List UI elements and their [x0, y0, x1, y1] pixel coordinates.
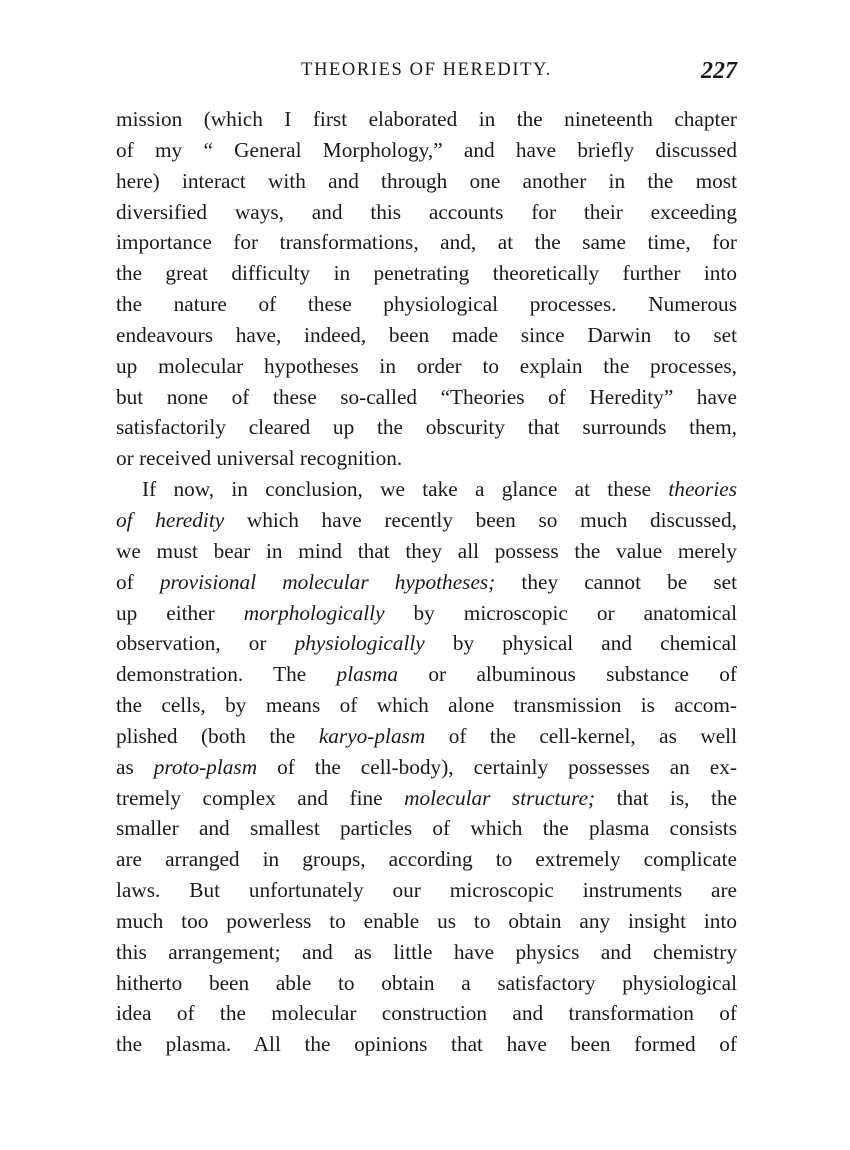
italic-term: physiologically: [294, 631, 425, 656]
text-line: [116, 783, 737, 814]
text-segment: by physical and chemical: [452, 631, 737, 656]
page-number: 227: [701, 58, 737, 84]
italic-term: molecular structure;: [404, 785, 596, 810]
text-line: endeavours have, indeed, been made since Darwin to set: [116, 322, 737, 347]
text-line: or received universal recognition.: [116, 446, 403, 471]
text-segment: plished (both the: [116, 723, 296, 748]
text-line: satisfactorily cleared up the obscurity that surrounds them,: [116, 415, 737, 440]
text-line: [116, 505, 737, 536]
italic-term: of heredity: [116, 507, 225, 532]
text-line: diversified ways, and this accounts for their exceeding: [116, 199, 737, 224]
text-line: [116, 752, 737, 783]
text-segment: demonstration. The: [116, 662, 307, 687]
text-segment: tremely complex and fine: [116, 785, 383, 810]
text-line: the cells, by means of which alone transmission is accom-: [116, 693, 737, 718]
text-line: [116, 628, 737, 659]
text-segment: of the cell-body), certainly possesses an ex-: [277, 754, 737, 779]
text-segment: they cannot be set: [521, 569, 737, 594]
italic-term: plasma: [336, 662, 399, 687]
text-line: much too powerless to enable us to obtain any insight into: [116, 908, 737, 933]
text-line: but none of these so-called “Theories of Heredity” have: [116, 384, 737, 409]
text-line: [116, 659, 737, 690]
text-line: hitherto been able to obtain a satisfactory physiological: [116, 970, 737, 995]
text-line: [116, 598, 737, 629]
text-segment: up either: [116, 600, 215, 625]
italic-term: provisional molecular hypotheses;: [159, 569, 496, 594]
text-line: the great difficulty in penetrating theoretically further into: [116, 261, 737, 286]
text-line: smaller and smallest particles of which the plasma consists: [116, 816, 737, 841]
text-line: laws. But unfortunately our microscopic instruments are: [116, 878, 737, 903]
text-line: [116, 567, 737, 598]
text-line: are arranged in groups, according to extremely complicate: [116, 847, 737, 872]
text-line: [116, 721, 737, 752]
italic-term: morphologically: [243, 600, 385, 625]
text-segment: which have recently been so much discussed,: [246, 507, 737, 532]
text-segment: If now, in conclusion, we take a glance at these: [142, 477, 652, 502]
italic-term: theories: [668, 477, 737, 502]
text-line: here) interact with and through one another in the most: [116, 168, 737, 193]
body-text: [116, 104, 737, 1060]
italic-term: proto-plasm: [153, 754, 258, 779]
text-segment: by microscopic or anatomical: [413, 600, 737, 625]
text-line: the nature of these physiological processes. Numerous: [116, 292, 737, 317]
text-segment: of: [116, 569, 134, 594]
text-line: of my “ General Morphology,” and have briefly discussed: [116, 137, 737, 162]
text-line: up molecular hypotheses in order to explain the processes,: [116, 353, 737, 378]
text-segment: observation, or: [116, 631, 267, 656]
page-header: [116, 58, 737, 92]
text-line: importance for transformations, and, at the same time, for: [116, 230, 737, 255]
italic-term: karyo-plasm: [318, 723, 426, 748]
text-line: we must bear in mind that they all possess the value merely: [116, 538, 737, 563]
text-line: the plasma. All the opinions that have been formed of: [116, 1032, 737, 1057]
running-title: THEORIES OF HEREDITY.: [301, 60, 552, 80]
text-line: this arrangement; and as little have physics and chemistry: [116, 939, 737, 964]
text-segment: that is, the: [616, 785, 737, 810]
text-line: mission (which I first elaborated in the nineteenth chapter: [116, 107, 737, 131]
text-segment: as: [116, 754, 134, 779]
text-line: idea of the molecular construction and transformation of: [116, 1001, 737, 1026]
text-segment: or albuminous substance of: [428, 662, 737, 687]
text-segment: of the cell-kernel, as well: [448, 723, 737, 748]
text-line: [116, 474, 737, 505]
